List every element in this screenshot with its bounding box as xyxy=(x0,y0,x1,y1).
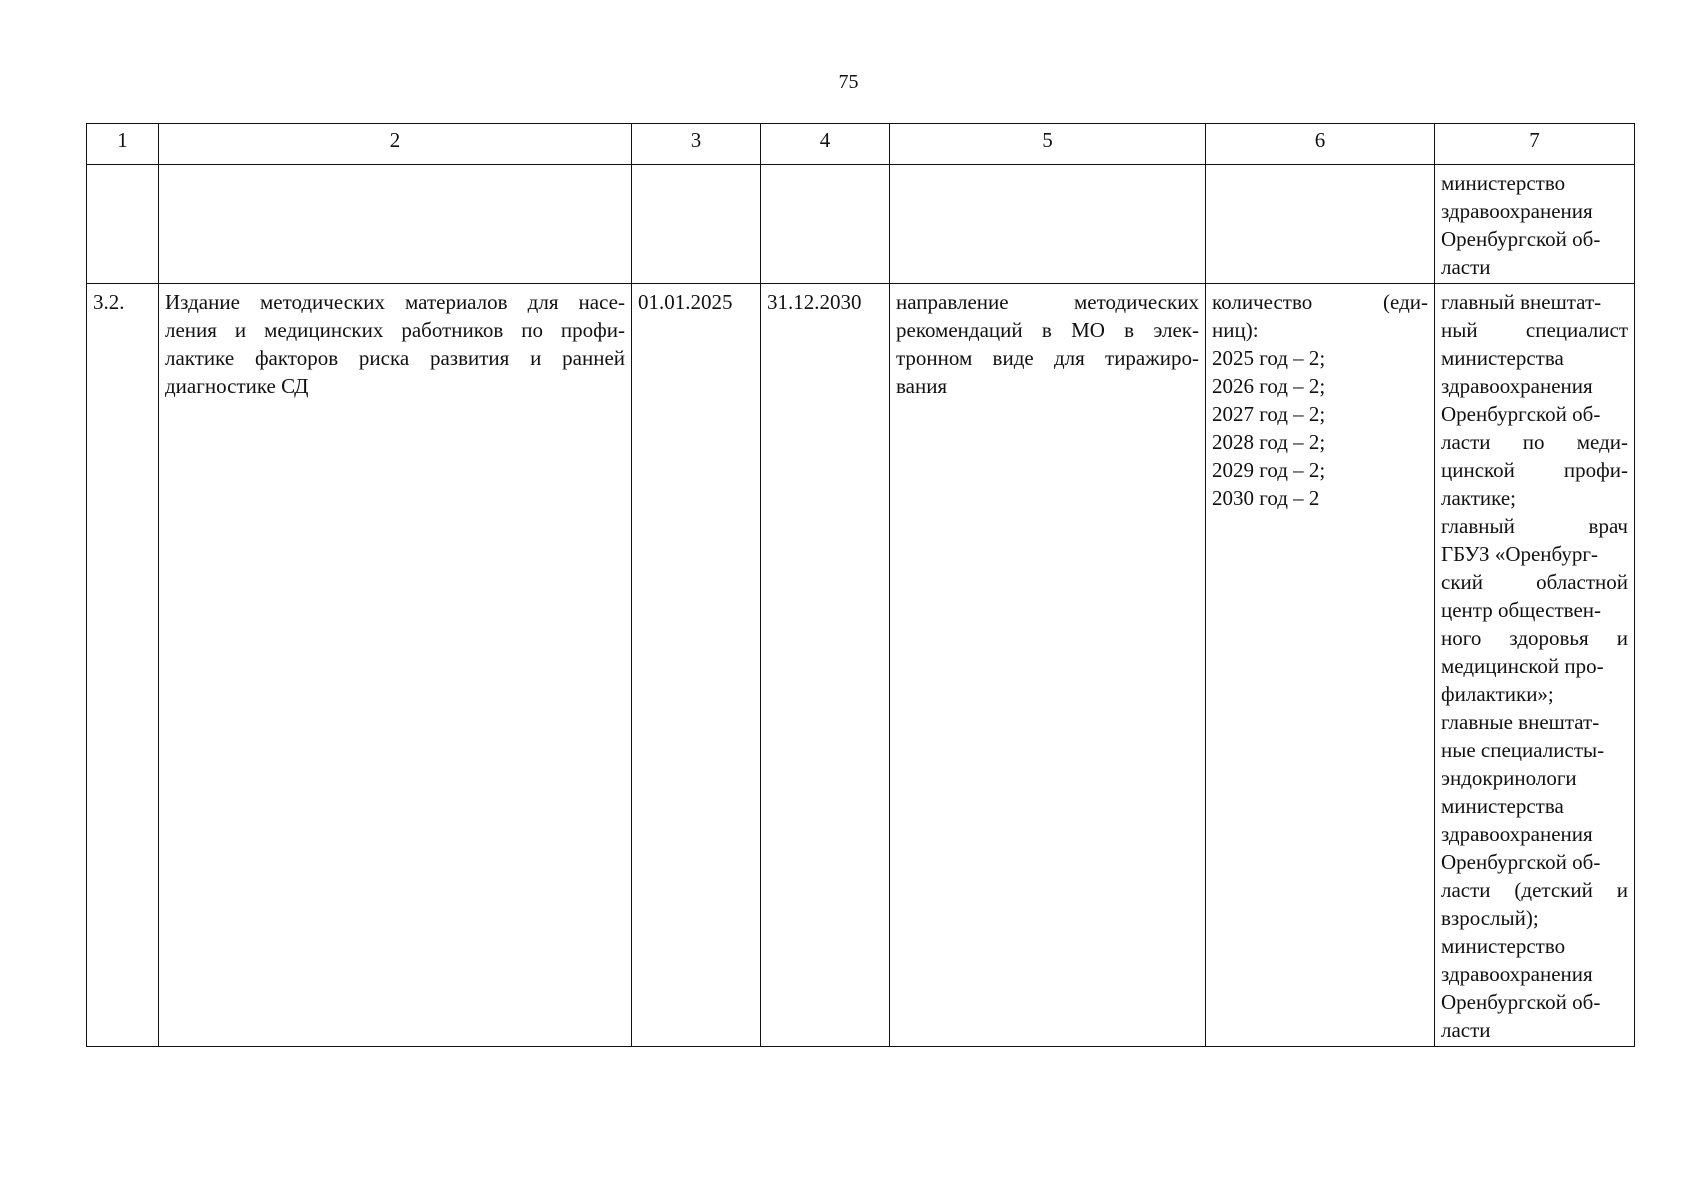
continuation-row xyxy=(87,165,1635,284)
text-line: Оренбургской об- xyxy=(1441,227,1601,251)
text-line: количество (еди- xyxy=(1212,290,1428,314)
header-row xyxy=(87,124,1635,165)
text-line: 2030 год – 2 xyxy=(1212,486,1320,510)
text-line: Оренбургской об- xyxy=(1441,402,1601,426)
text-line: ниц): xyxy=(1212,318,1259,342)
text-line: направление методических xyxy=(896,290,1199,314)
column-header-5: 5 xyxy=(890,124,1206,165)
cont-cell-3 xyxy=(632,165,761,284)
text-line: ГБУЗ «Оренбург- xyxy=(1441,542,1599,566)
text-line: министерства xyxy=(1441,346,1564,370)
text-line: рекомендаций в МО в элек- xyxy=(896,318,1199,342)
text-line: главный внештат- xyxy=(1441,290,1602,314)
column-header-4: 4 xyxy=(761,124,890,165)
table-row-3-2 xyxy=(87,284,1635,1047)
column-header-3: 3 xyxy=(632,124,761,165)
text-line: ный специалист xyxy=(1441,318,1628,342)
measures-table xyxy=(86,123,1635,1047)
text-line: взрослый); xyxy=(1441,906,1539,930)
text-line: главный врач xyxy=(1441,514,1628,538)
text-line: филактики»; xyxy=(1441,682,1554,706)
text-line: ласти xyxy=(1441,1018,1491,1042)
text-line: здравоохранения xyxy=(1441,962,1593,986)
text-line: вания xyxy=(896,374,948,398)
text-line: ные специалисты- xyxy=(1441,738,1605,762)
row-number: 3.2. xyxy=(87,284,159,1047)
text-line: медицинской про- xyxy=(1441,654,1604,678)
text-line: ласти по меди- xyxy=(1441,430,1628,454)
text-line: 2029 год – 2; xyxy=(1212,458,1326,482)
text-line: 2027 год – 2; xyxy=(1212,402,1326,426)
text-line: 2025 год – 2; xyxy=(1212,346,1326,370)
text-line: здравоохранения xyxy=(1441,199,1593,223)
text-line: диагностике СД xyxy=(165,374,309,398)
cont-cell-7-responsible xyxy=(1435,165,1635,284)
text-line: Издание методических материалов для насе- xyxy=(165,290,625,314)
text-line: главные внештат- xyxy=(1441,710,1600,734)
indicator xyxy=(1206,284,1435,1047)
text-line: цинской профи- xyxy=(1441,458,1628,482)
column-header-7: 7 xyxy=(1435,124,1635,165)
text-line: тронном виде для тиражиро- xyxy=(896,346,1199,370)
text-line: ного здоровья и xyxy=(1441,626,1628,650)
text-line: эндокринологи xyxy=(1441,766,1577,790)
page-number: 75 xyxy=(838,71,859,93)
text-line: ласти (детский и xyxy=(1441,878,1628,902)
text-line: здравоохранения xyxy=(1441,822,1593,846)
text-line: ления и медицинских работников по профи- xyxy=(165,318,625,342)
cont-cell-2 xyxy=(159,165,632,284)
cont-cell-5 xyxy=(890,165,1206,284)
text-line: Оренбургской об- xyxy=(1441,850,1601,874)
measure-description xyxy=(159,284,632,1047)
column-header-1: 1 xyxy=(87,124,159,165)
column-header-6: 6 xyxy=(1206,124,1435,165)
text-line: 2026 год – 2; xyxy=(1212,374,1326,398)
text-line: лактике; xyxy=(1441,486,1516,510)
text-line: министерство xyxy=(1441,171,1566,195)
text-line: центр обществен- xyxy=(1441,598,1602,622)
responsible-executors xyxy=(1435,284,1635,1047)
end-date: 31.12.2030 xyxy=(761,284,890,1047)
start-date: 01.01.2025 xyxy=(632,284,761,1047)
text-line: лактике факторов риска развития и ранней xyxy=(165,346,625,370)
column-header-2: 2 xyxy=(159,124,632,165)
cont-cell-1 xyxy=(87,165,159,284)
text-line: здравоохранения xyxy=(1441,374,1593,398)
cont-cell-4 xyxy=(761,165,890,284)
text-line: ский областной xyxy=(1441,570,1628,594)
text-line: министерство xyxy=(1441,934,1566,958)
cont-cell-6 xyxy=(1206,165,1435,284)
expected-result xyxy=(890,284,1206,1047)
text-line: министерства xyxy=(1441,794,1564,818)
text-line: Оренбургской об- xyxy=(1441,990,1601,1014)
text-line: 2028 год – 2; xyxy=(1212,430,1326,454)
text-line: ласти xyxy=(1441,255,1491,279)
